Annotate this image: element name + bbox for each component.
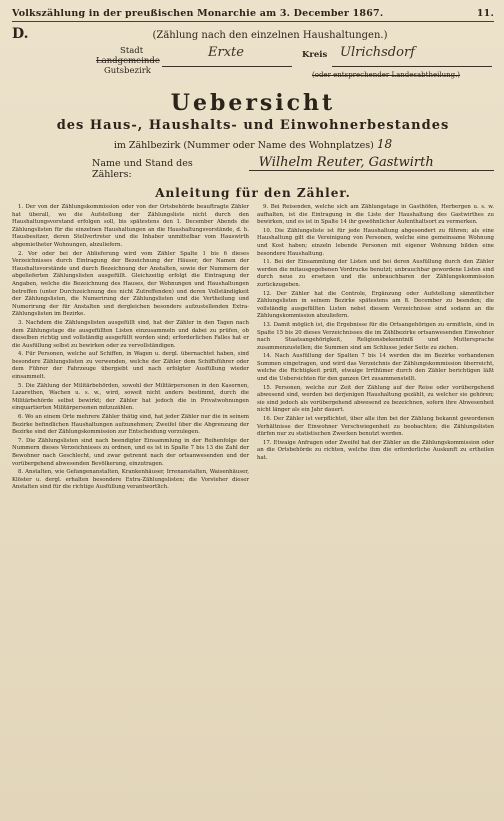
instruction-paragraph: 3. Nachdem die Zählungslisten ausgefüllt sind, hat der Zähler in den Tagen nach dem Zählungstage die ausgefüllten Listen einzusammeln und dabei zu prüfen, ob dieselben richtig und vollständig ausgefüllt worden sind; erforderlichen Falles hat er die Ausfüllung selbst zu bewirken oder zu vervollständigen. [12, 319, 249, 349]
form-letter: D. [12, 26, 29, 42]
ort-value[interactable]: Erxte [208, 45, 244, 60]
page-number: 11. [476, 8, 494, 19]
header-line [12, 8, 494, 22]
header-title: Volkszählung in der preußischen Monarchie am 3. December 1867. [12, 8, 384, 19]
instruction-paragraph: 13. Damit möglich ist, die Ergebnisse für die Ortsangehörigen zu ermitteln, sind in Spalte 15 bis 20 dieses Verzeichnisses die im Zählbezirke ortsanwesenden Einwohner nach Staatsangehörigkeit, Religionsbekenntniß und Muttersprache zusammenzustellen; die Summen sind am Schlusse jeder Seite zu ziehen. [257, 321, 494, 351]
zaehlbezirk-row [12, 137, 494, 151]
kreis-value[interactable]: Ulrichsdorf [340, 45, 415, 60]
instruction-paragraph: 5. Die Zählung der Militärbehörden, sowohl der Militärpersonen in den Kasernen, Lazarethen, Wachen u. s. w., wird, soweit nicht anders bestimmt, durch die Militärbehörde selbst bewirkt; der Zähler hat jedoch die in Privatwohnungen einquartierten Militärpersonen mitzuzählen. [12, 382, 249, 412]
counter-name-value[interactable]: Wilhelm Reuter, Gastwirth [249, 155, 494, 171]
stadt-label: Stadt [120, 46, 144, 56]
counter-name-label: Name und Stand des Zählers: [92, 158, 193, 180]
counter-name-row [12, 155, 494, 180]
instructions-heading: Anleitung für den Zähler. [155, 186, 351, 200]
instruction-paragraph: 16. Der Zähler ist verpflichtet, über alle ihm bei der Zählung bekannt gewordenen Verhältnisse der Einwohner Verschwiegenheit zu beobachten; die Zählungslisten dürfen nur zu statistischen Zwecken benutzt werden. [257, 416, 494, 438]
instruction-paragraph: 8. Anstalten, wie Gefangenanstalten, Krankenhäuser, Irrenanstalten, Waisenhäuser, Klöster u. dergl. erhalten besondere Extra-Zählungslisten; die Vorsteher dieser Anstalten sind für die richtige Ausfüllung verantwortlich. [12, 469, 249, 491]
gutsbezirk-label: Gutsbezirk [104, 66, 151, 76]
location-fields [12, 46, 494, 86]
instruction-paragraph: 17. Etwaige Anfragen oder Zweifel hat der Zähler an die Zählungskommission oder an die Ortsbehörde zu richten, welche ihm die erforderliche Auskunft zu ertheilen hat. [257, 439, 494, 461]
instruction-paragraph: 9. Bei Reisenden, welche sich am Zählungstage in Gasthöfen, Herbergen u. s. w. aufhalten, ist die Eintragung in die Liste der Haushaltung des Gastwirthes zu bewirken, und es ist in Spalte 14 ihr gewöhnlicher Aufenthaltsort zu vermerken. [257, 204, 494, 226]
instructions-left-column [12, 204, 249, 819]
instruction-paragraph: 4. Für Personen, welche auf Schiffen, in Wagen u. dergl. übernachtet haben, sind besondere Zählungslisten zu verwenden, welche der Zähler dem Schiffsführer oder dem Führer der Fahrzeuge übergiebt und nach erfolgter Ausfüllung wieder einsammelt. [12, 351, 249, 381]
instructions-right-column [257, 204, 494, 819]
form-subtitle: (Zählung nach den einzelnen Haushaltungen.) [152, 30, 388, 41]
zaehlbezirk-label: im Zählbezirk (Nummer oder Name des Wohnplatzes) [113, 140, 374, 151]
kreis-label: Kreis [302, 50, 328, 60]
document-title: Uebersicht [170, 90, 336, 116]
document-subtitle: des Haus-, Haushalts- und Einwohnerbestandes [56, 118, 450, 133]
instruction-paragraph: 1. Der von der Zählungskommission oder von der Ortsbehörde beauftragte Zähler hat überall, wo die Aufstellung der Zählungsliste nicht durch den Haushaltungsvorstand erfolgen soll, bis spätestens den 1. December Abends die Zählungslisten für die einzelnen Haushaltungen an die Haushaltungsvorstände, d. h. Hausbesitzer, deren Stellvertreter und die Inhaber unmittelbar vom Hauswirth abgemietheter Wohnungen, abzuliefern. [12, 204, 249, 248]
kreis-note: (oder entsprechender Landesabtheilung.) [312, 71, 461, 79]
instruction-paragraph: 12. Der Zähler hat die Controle, Ergänzung oder Aufstellung sämmtlicher Zählungslisten in seinem Bezirke spätestens am 8. December zu beenden; die vollständig ausgefüllten Listen nebst diesem Verzeichnisse sind sodann an die Zählungskommission abzuliefern. [257, 290, 494, 320]
zaehlbezirk-value[interactable]: 18 [376, 137, 393, 151]
instructions-columns [12, 204, 494, 819]
instruction-paragraph: 7. Die Zählungslisten sind nach beendigter Einsammlung in der Reihenfolge der Nummern dieses Verzeichnisses zu ordnen, und es ist in Spalte 7 bis 13 die Zahl der Bewohner nach Geschlecht, und zwar getrennt nach der ortsanwesenden und der vorübergehend abwesenden Bevölkerung, einzutragen. [12, 437, 249, 467]
instruction-paragraph: 2. Vor oder bei der Ablieferung wird vom Zähler Spalte 1 bis 6 dieses Verzeichnisses durch Eintragung der Bezeichnung der Häuser, der Namen der Haushaltsvorstände und durch Bezeichnung der Anstalten, sowie der Nummern der abgelieferten Zählungslisten ausgefüllt. Gleichzeitig erfolgt die Eintragung der Angaben, welche die Bezeichnung des Hauses, der Wohnungen und Haushaltungen betreffen (unter Durchzeichnung des nicht Zutreffenden) und deren Vollständigkeit der Zählungslisten, die Numerirung der Zählungslisten und die Vertheilung und Numerirung der für Anstalten und dergleichen besonders aufzustellenden Extra-Zählungslisten im Bezirke. [12, 250, 249, 318]
instruction-paragraph: 15. Personen, welche zur Zeit der Zählung auf der Reise oder vorübergehend abwesend sind, werden bei derjenigen Haushaltung gezählt, zu welcher sie gehören; sie sind jedoch als vorübergehend abwesend zu bezeichnen, sofern ihre Abwesenheit nicht länger als ein Jahr dauert. [257, 384, 494, 414]
instruction-paragraph: 6. Wo an einem Orte mehrere Zähler thätig sind, hat jeder Zähler nur die in seinem Bezirke befindlichen Haushaltungen aufzunehmen; Zweifel über die Abgrenzung der Bezirke sind der Zählungskommission zur Entscheidung vorzulegen. [12, 414, 249, 436]
subheader-row [12, 26, 494, 42]
kreis-underline [332, 66, 492, 67]
instruction-paragraph: 14. Nach Ausfüllung der Spalten 7 bis 14 werden die im Bezirke vorhandenen Summen eingetragen, und wird das Verzeichnis der Zählungskommission überreicht, welche die Richtigkeit prüft, etwaige Irrthümer durch den Zähler berichtigen läßt und die Uebersichten für den ganzen Ort zusammenstellt. [257, 353, 494, 383]
instruction-paragraph: 10. Die Zählungsliste ist für jede Haushaltung abgesondert zu führen; als eine Haushaltung gilt die Vereinigung von Personen, welche eine gemeinsame Wohnung und Kost haben; einzeln lebende Personen mit eigener Wohnung bilden eine besondere Haushaltung. [257, 227, 494, 257]
ort-underline [162, 66, 292, 67]
landgemeinde-label: Landgemeinde [96, 56, 160, 66]
instruction-paragraph: 11. Bei der Einsammlung der Listen und bei deren Ausfüllung durch den Zähler werden die mitausgegebenen Vordrucke benutzt; unbrauchbar gewordene Listen sind durch neue zu ersetzen und die unbrauchbaren der Zählungskommission zurückzugeben. [257, 259, 494, 288]
